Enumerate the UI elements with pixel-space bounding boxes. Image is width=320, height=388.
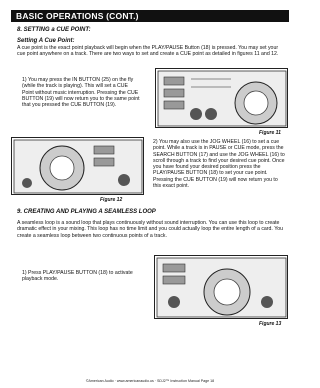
figure-11-caption: Figure 11 bbox=[259, 130, 281, 136]
figure-12-illustration bbox=[11, 137, 144, 195]
step-1-text: 1) You may press the IN BUTTON (25) on the fly (while the track is playing). This will set a CUE Point without music interruption. Pressing the CUE BUTTON (19) will now return you to the same point that you pressed the CUE BUTTON (19). bbox=[22, 77, 140, 109]
section-9-title: 9. CREATING AND PLAYING A SEAMLESS LOOP bbox=[17, 209, 156, 215]
step-2-text: 2) You may also use the JOG WHEEL (16) to set a cue point. While a track is in PAUSE or CUE mode, press the SEARCH BUTTON (17) and use the JOG WHEEL (16) to scroll through a track to find your desired cue point. Once you have found your desired position press the PLAY/PAUSE BUTTON (18) to set your cue point. Pressing the CUE BUTTON (19) will now return you to this exact point. bbox=[153, 139, 285, 190]
figure-13-illustration bbox=[154, 255, 288, 319]
figure-11-illustration bbox=[155, 68, 288, 128]
section-9-step-1-text: 1) Press PLAY/PAUSE BUTTON (18) to activate playback mode. bbox=[22, 270, 133, 283]
controller-illustration bbox=[12, 138, 144, 195]
controller-illustration bbox=[156, 69, 288, 128]
page-header: BASIC OPERATIONS (CONT.) bbox=[11, 10, 289, 22]
section-8-intro: A cue point is the exact point playback will begin when the PLAY/PAUSE Button (18) is pressed. You may set your cue point anywhere on a track. There are two ways to set and create a CUE point as detailed in figures 11 and 12. bbox=[17, 45, 279, 58]
footer: ©American Audio · www.americanaudio.us · SDJ2™ Instruction Manual Page 18 bbox=[85, 379, 215, 383]
section-9-intro: A seamless loop is a sound loop that plays continuously without sound interruption. You can use this loop to create dramatic effect in your mixing. This loop has no time limit and you could actually loop the entire length of a card. You create a seamless loop between two continuous points of a track. bbox=[17, 220, 283, 239]
figure-12-caption: Figure 12 bbox=[100, 197, 123, 203]
controller-illustration bbox=[155, 256, 288, 319]
figure-13-caption: Figure 13 bbox=[259, 321, 282, 327]
section-8-title: 8. SETTING a CUE POINT: bbox=[17, 27, 91, 33]
section-8-subtitle: Setting A Cue Point: bbox=[17, 38, 75, 44]
